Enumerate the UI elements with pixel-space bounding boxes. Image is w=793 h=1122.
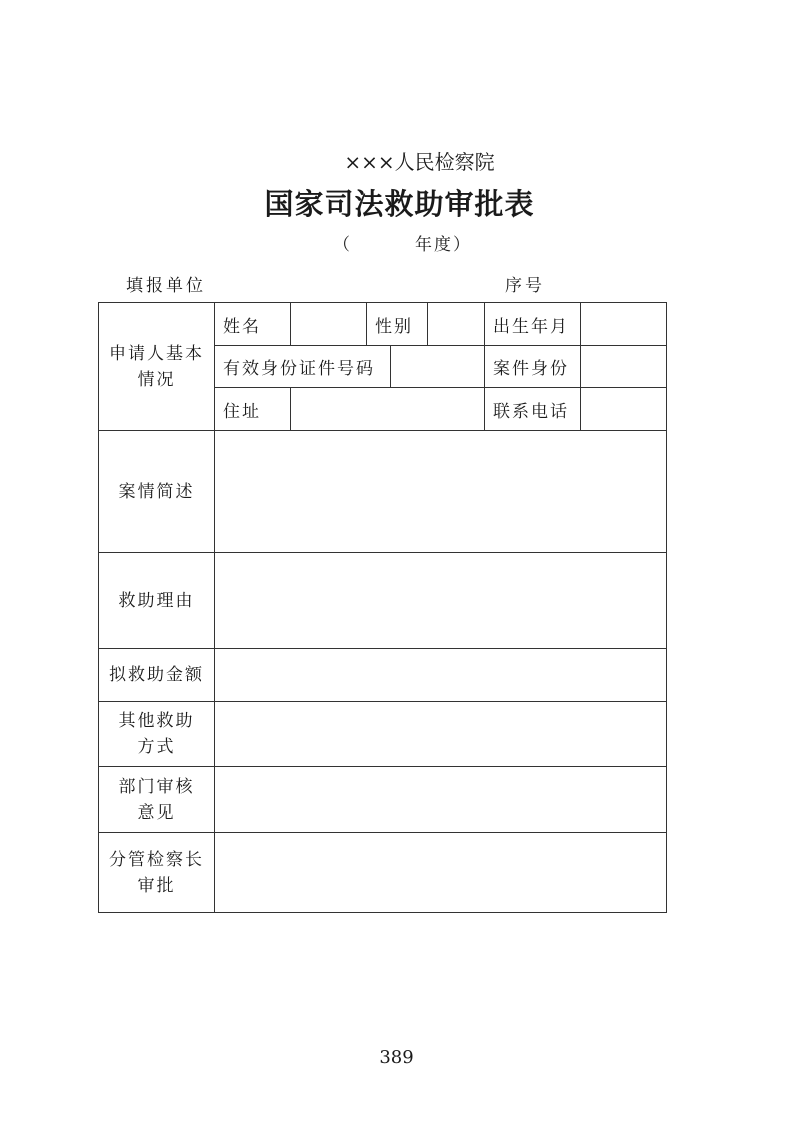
chief-approval-label	[99, 833, 215, 913]
case-summary-label: 案情简述	[99, 431, 215, 553]
chief-approval-value-cell[interactable]	[215, 833, 667, 913]
applicant-info-label-line2: 情况	[137, 369, 176, 390]
name-value-cell[interactable]	[291, 303, 367, 346]
case-identity-label: 案件身份	[485, 346, 581, 388]
dept-opinion-label-line2: 意见	[137, 802, 176, 823]
other-methods-label-line2: 方式	[137, 737, 176, 757]
name-label: 姓名	[215, 303, 291, 346]
amount-value-cell[interactable]	[215, 649, 667, 702]
address-label: 住址	[215, 388, 291, 431]
reason-value-cell[interactable]	[215, 553, 667, 649]
other-methods-label-line1: 其他救助	[118, 711, 195, 731]
gender-value-cell[interactable]	[428, 303, 485, 346]
id-number-label: 有效身份证件号码	[215, 346, 391, 388]
other-methods-value-cell[interactable]	[215, 702, 667, 767]
chief-approval-label-line2: 审批	[137, 875, 176, 896]
table-row	[99, 767, 667, 833]
other-methods-label	[99, 702, 215, 767]
table-row	[99, 553, 667, 649]
fill-unit-label: 填报单位	[126, 276, 206, 296]
id-number-value-cell[interactable]	[391, 346, 485, 388]
reason-label: 救助理由	[99, 553, 215, 649]
serial-label: 序号	[505, 276, 545, 296]
phone-value-cell[interactable]	[581, 388, 667, 431]
year-label: 年度）	[415, 235, 472, 255]
applicant-info-label-line1: 申请人基本	[109, 343, 204, 364]
table-row	[99, 702, 667, 767]
dept-opinion-label	[99, 767, 215, 833]
table-row	[99, 303, 667, 346]
case-summary-value-cell[interactable]	[215, 431, 667, 553]
approval-form-table	[98, 302, 667, 913]
birth-value-cell[interactable]	[581, 303, 667, 346]
form-title: 国家司法救助审批表	[264, 187, 535, 221]
amount-label: 拟救助金额	[99, 649, 215, 702]
address-value-cell[interactable]	[291, 388, 485, 431]
phone-label: 联系电话	[485, 388, 581, 431]
procuratorate-name: ×××人民检察院	[344, 150, 495, 174]
page-number: 389	[379, 1047, 414, 1068]
dept-opinion-label-line1: 部门审核	[118, 776, 195, 797]
table-row	[99, 431, 667, 553]
case-identity-value-cell[interactable]	[581, 346, 667, 388]
applicant-info-label	[99, 303, 215, 431]
table-row	[99, 833, 667, 913]
birth-label: 出生年月	[485, 303, 581, 346]
dept-opinion-value-cell[interactable]	[215, 767, 667, 833]
year-open-paren: （	[333, 235, 350, 255]
table-row	[99, 649, 667, 702]
chief-approval-label-line1: 分管检察长	[109, 849, 204, 870]
gender-label: 性别	[367, 303, 428, 346]
